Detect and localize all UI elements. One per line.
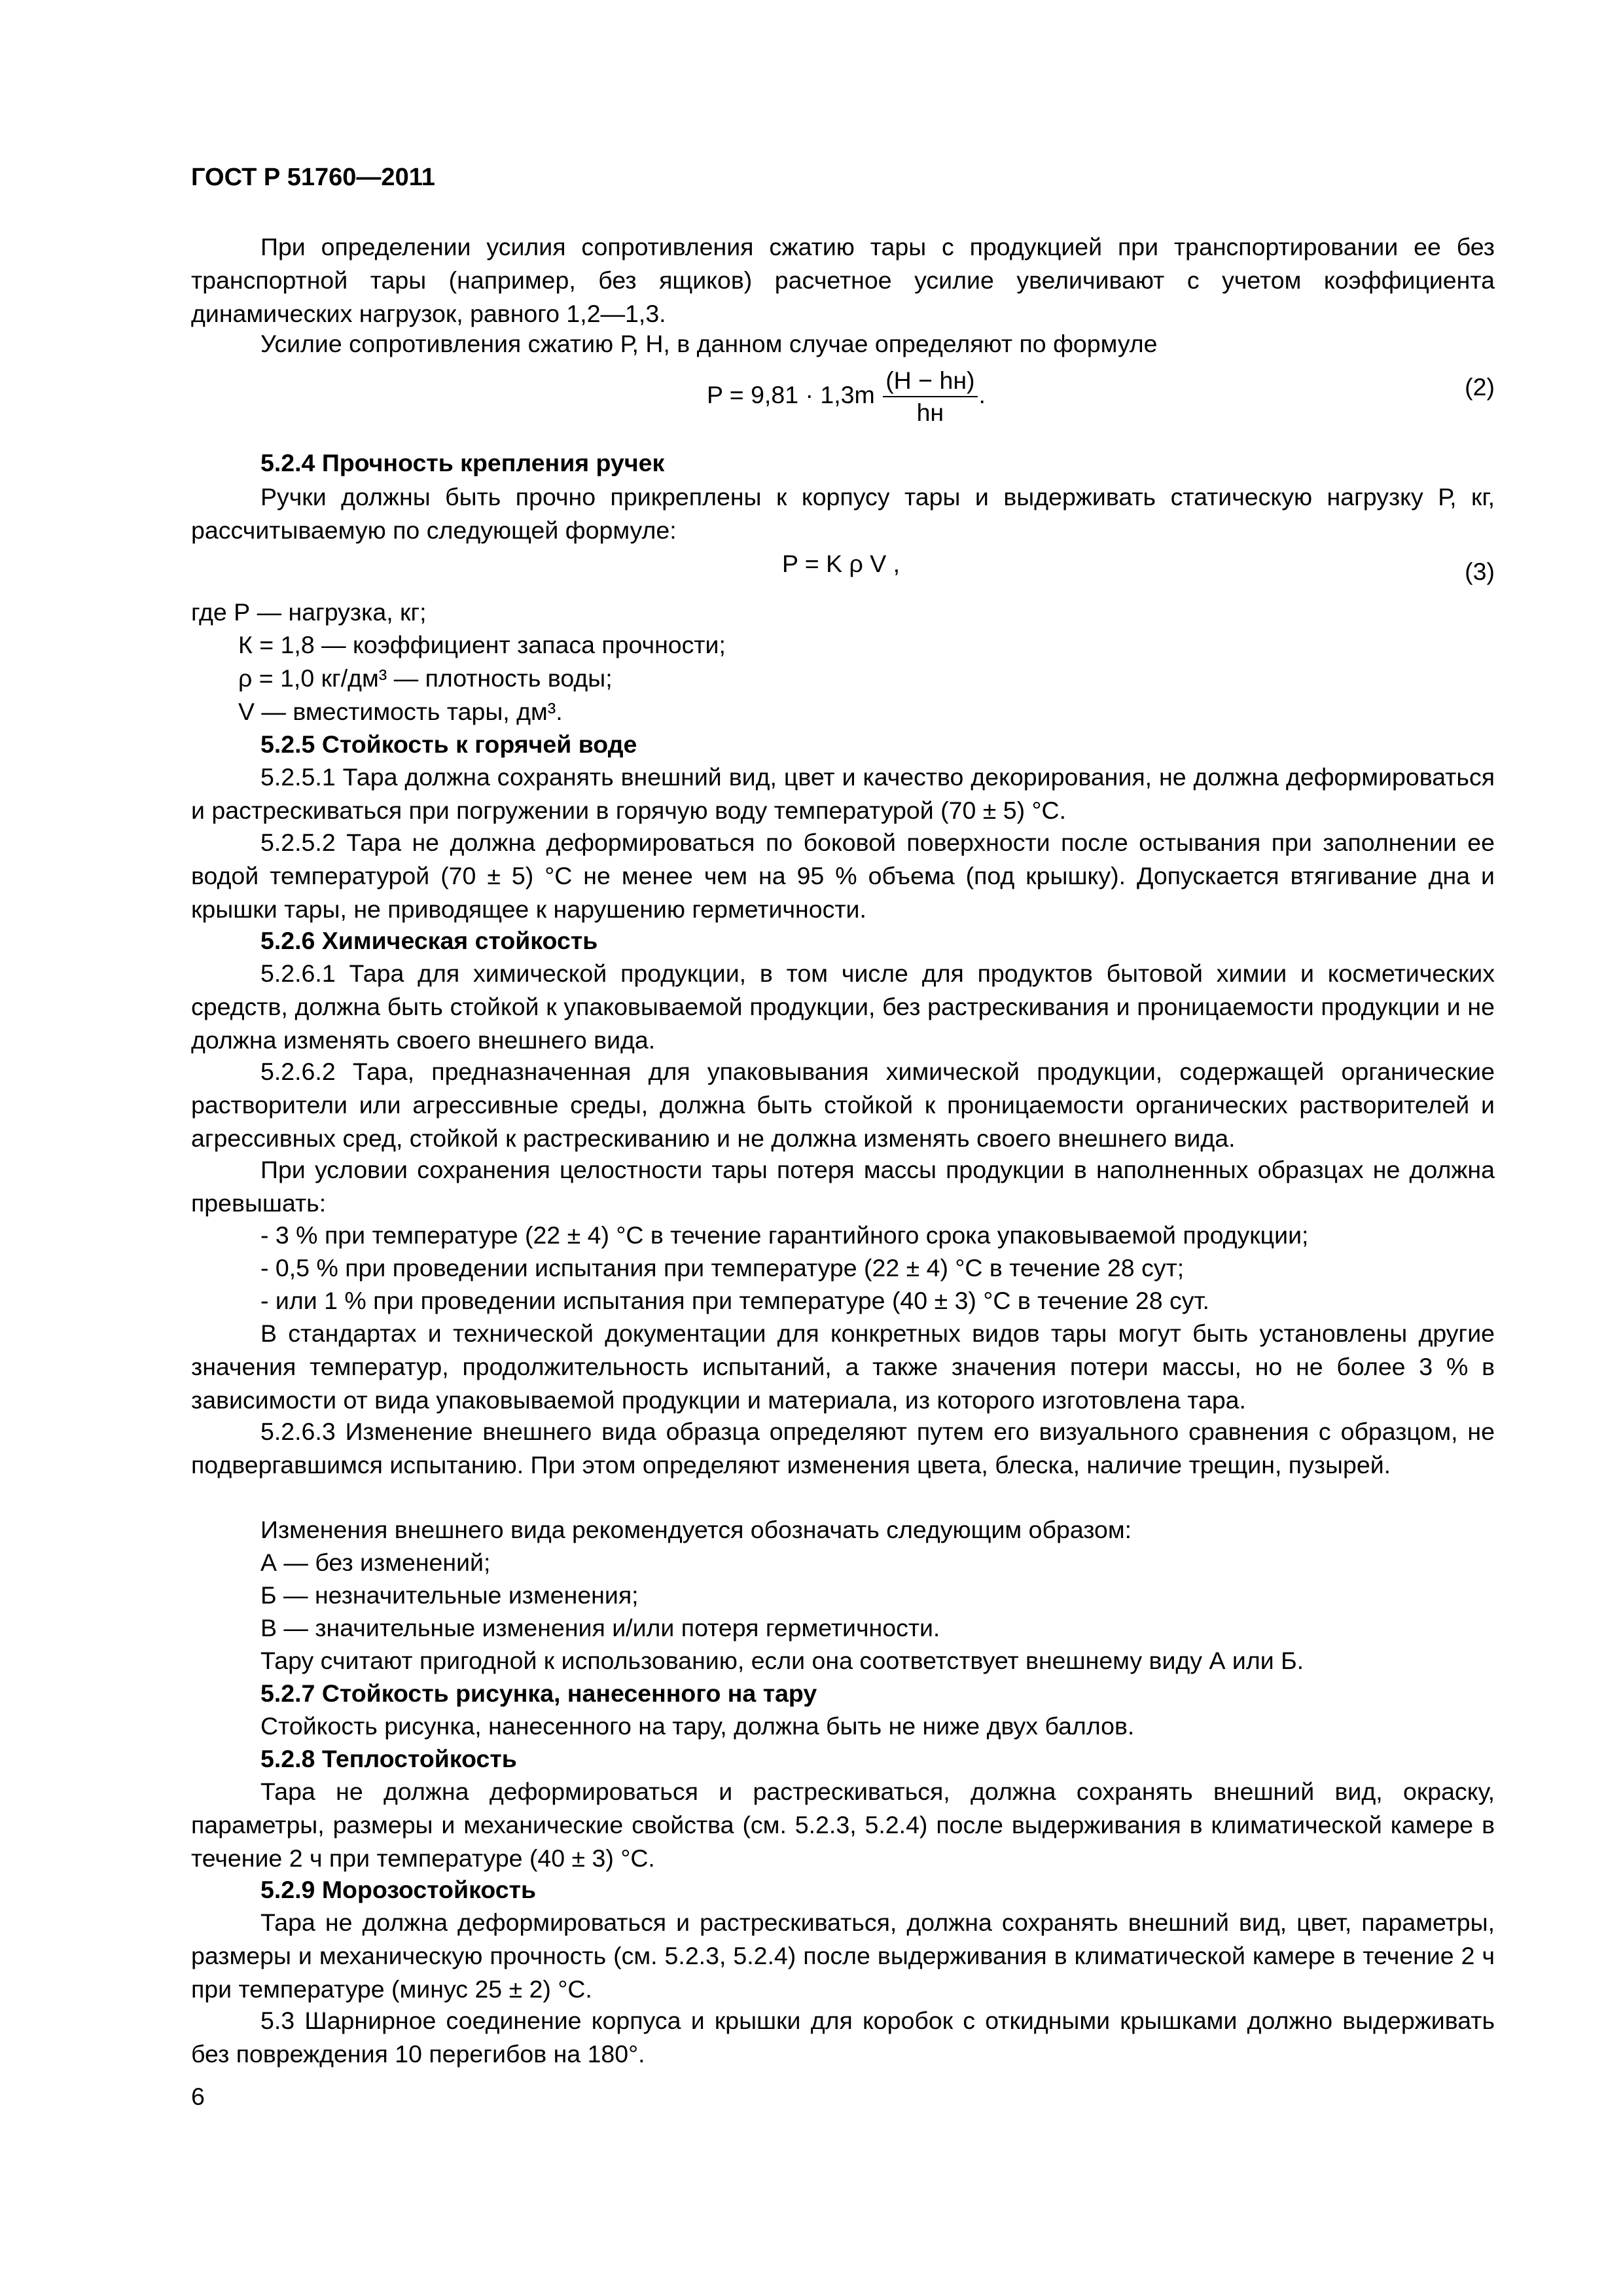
section-heading-5-2-5: 5.2.5 Стойкость к горячей воде [260,730,637,758]
section-heading-5-2-4: 5.2.4 Прочность крепления ручек [260,449,665,476]
formula-2 [707,367,986,427]
formula-3: P = K ρ V , [782,550,901,577]
formula-2-tail: . [978,380,986,408]
where-clause-rho: ρ = 1,0 кг/дм³ — плотность воды; [238,664,613,692]
paragraph-5-2-6-1: 5.2.6.1 Тара для химической продукции, в том числе для продуктов бытовой химии и косметических средств, должна быть стойкой к упаковываемой продукции, без растрескивания и проницаемости продукции и не должна изменять своего внешнего вида. [191,960,1495,1054]
section-heading-5-2-9: 5.2.9 Морозостойкость [260,1876,537,1903]
paragraph-5-2-7: Стойкость рисунка, нанесенного на тару, должна быть не ниже двух баллов. [260,1712,1135,1740]
document-code-header: ГОСТ Р 51760—2011 [191,164,435,191]
paragraph-standards: В стандартах и технической документации для конкретных видов тары могут быть установлены другие значения температур, продолжительность испытаний, а также значения потери массы, но не более 3 % в зависимости от вида упаковываемой продукции и материала, из которого изготовлена тара. [191,1319,1495,1414]
paragraph-5-3: 5.3 Шарнирное соединение корпуса и крышки для коробок с откидными крышками должно выдерживать без повреждения 10 перегибов на 180°. [191,2007,1495,2068]
paragraph-5-2-5-2: 5.2.5.2 Тара не должна деформироваться по боковой поверхности после остывания при заполнении ее водой температурой (70 ± 5) °С не менее чем на 95 % объема (под крышку). Допускается втягивание дна и крышки тары, не приводящее к нарушению герметичности. [191,829,1495,923]
paragraph-5-2-6-3: 5.2.6.3 Изменение внешнего вида образца определяют путем его визуального сравнения с образцом, не подвергавшимся испытанию. При этом определяют изменения цвета, блеска, наличие трещин, пузырей. [191,1418,1495,1479]
list-item: А — без изменений; [260,1549,491,1576]
formula-2-fraction [883,367,977,427]
page-number: 6 [191,2083,205,2110]
paragraph-fitness: Тару считают пригодной к использованию, если она соответствует внешнему виду А или Б. [260,1647,1304,1674]
paragraph-5-2-6-2: 5.2.6.2 Тара, предназначенная для упаковывания химической продукции, содержащей органические растворители или агрессивные среды, должна быть стойкой к проницаемости органических растворителей и агрессивных сред, стойкой к растрескиванию и не должна изменять своего внешнего вида. [191,1058,1495,1152]
formula-2-number: (2) [1465,373,1495,401]
paragraph-5-2-9: Тара не должна деформироваться и растрескиваться, должна сохранять внешний вид, цвет, параметры, размеры и механическую прочность (см. 5.2.3, 5.2.4) после выдерживания в климатической камере в течение 2 ч при температуре (минус 25 ± 2) °С. [191,1909,1495,2003]
section-heading-5-2-7: 5.2.7 Стойкость рисунка, нанесенного на тару [260,1679,817,1707]
formula-2-numerator: (H − hн) [883,367,977,397]
paragraph-dynamic-load: При определении усилия сопротивления сжатию тары с продукцией при транспортировании ее без транспортной тары (например, без ящиков) расчетное усилие увеличивают с учетом коэффициента динамических нагрузок, равного 1,2—1,3. [191,233,1495,327]
paragraph-handles: Ручки должны быть прочно прикреплены к корпусу тары и выдерживать статическую нагрузку Р, кг, рассчитываемую по следующей формуле: [191,483,1495,544]
formula-2-lhs: P = 9,81 · 1,3m [707,380,875,408]
list-item: В — значительные изменения и/или потеря герметичности. [260,1614,940,1641]
where-clause-k: К = 1,8 — коэффициент запаса прочности; [238,631,726,658]
list-item: - 3 % при температуре (22 ± 4) °С в течение гарантийного срока упаковываемой продукции; [260,1221,1309,1249]
list-item: - или 1 % при проведении испытания при температуре (40 ± 3) °С в течение 28 сут. [260,1287,1209,1314]
list-item: - 0,5 % при проведении испытания при температуре (22 ± 4) °С в течение 28 сут; [260,1254,1185,1282]
section-heading-5-2-6: 5.2.6 Химическая стойкость [260,927,598,954]
list-item: Б — незначительные изменения; [260,1581,639,1609]
formula-2-denominator: hн [916,399,944,426]
paragraph-5-2-8: Тара не должна деформироваться и растрескиваться, должна сохранять внешний вид, окраску, параметры, размеры и механические свойства (см. 5.2.3, 5.2.4) после выдерживания в климатической камере в течение 2 ч при температуре (40 ± 3) °С. [191,1778,1495,1872]
paragraph-5-2-5-1: 5.2.5.1 Тара должна сохранять внешний вид, цвет и качество декорирования, не должна деформироваться и растрескиваться при погружении в горячую воду температурой (70 ± 5) °С. [191,763,1495,824]
where-clause-p: где Р — нагрузка, кг; [191,598,427,626]
paragraph-formula-intro: Усилие сопротивления сжатию Р, Н, в данном случае определяют по формуле [260,330,1158,357]
where-clause-v: V — вместимость тары, дм³. [238,698,563,725]
paragraph-mass-loss: При условии сохранения целостности тары потеря массы продукции в наполненных образцах не должна превышать: [191,1156,1495,1217]
formula-3-number: (3) [1465,558,1495,585]
paragraph-marking: Изменения внешнего вида рекомендуется обозначать следующим образом: [260,1516,1132,1543]
section-heading-5-2-8: 5.2.8 Теплостойкость [260,1745,517,1772]
